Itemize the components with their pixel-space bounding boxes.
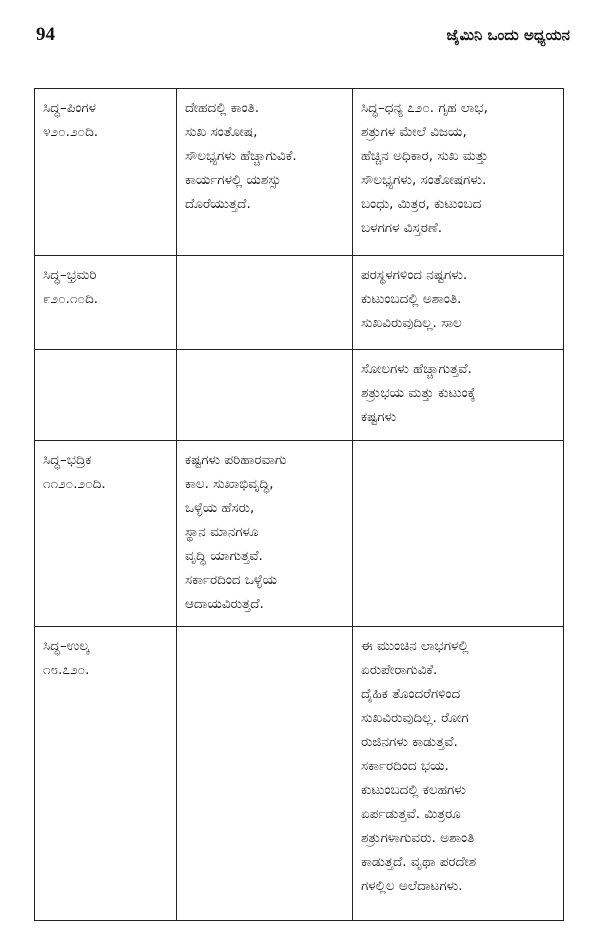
table-body (35, 89, 564, 921)
cell-text-line: ರುಜಿನಗಳು ಕಾಡುತ್ತವೆ. (361, 734, 458, 750)
cell-text-line: ಸುಖವಿರುವುದಿಲ್ಲ. ರೋಗ (361, 710, 469, 726)
effect-cell (177, 256, 353, 350)
table-row (35, 441, 564, 627)
result-cell (353, 89, 564, 256)
effect-cell (177, 441, 353, 627)
page-number: 94 (36, 24, 55, 45)
effect-cell (177, 89, 353, 256)
cell-text-line: ವೃದ್ಧಿ ಯಾಗುತ್ತವೆ. (185, 548, 263, 564)
cell-text-line: ಪರಸ್ಥಳಗಳಿಂದ ನಷ್ಟಗಳು. (361, 267, 468, 283)
cell-text-line: ಆದಾಯವಿರುತ್ತದೆ. (185, 596, 264, 612)
cell-text-line: ಸಿದ್ಧ–ಪಿಂಗಳ (43, 100, 97, 116)
cell-text-line: ಸುಖವಿರುವುದಿಲ್ಲ. ಸಾಲ (361, 315, 462, 331)
cell-text-line: ಬಳಗಗಳ ವಿಸ್ತರಣೆ. (361, 220, 442, 236)
cell-text-line: ಸಿದ್ಧ–ಧನ್ಯ ೭೨೦. ಗೃಹ ಲಾಭ, (361, 100, 488, 116)
result-cell (353, 627, 564, 921)
yoga-name-cell (35, 350, 177, 441)
table-row (35, 350, 564, 441)
yoga-name-cell (35, 89, 177, 256)
cell-text-line: ಸೌಲಭ್ಯಗಳು ಹೆಚ್ಚಾಗುವಿಕೆ. (185, 148, 297, 164)
cell-text-line: ಏರುಪೇರಾಗುವಿಕೆ. (361, 662, 438, 678)
cell-text-line: ಸರ್ಕಾರದಿಂದ ಒಳ್ಳೆಯ (185, 572, 278, 588)
cell-text-line: ೧೮.೭೨೦. (43, 662, 90, 678)
cell-text-line: ಸ್ಥಾನ ಮಾನಗಳೂ (185, 524, 259, 540)
cell-text-line: ಕಾಲ. ಸುಖಾಭಿವೃದ್ಧಿ, (185, 476, 274, 492)
table-row (35, 256, 564, 350)
cell-text-line: ಈ ಮುಂಚಿನ ಲಾಭಗಳಲ್ಲಿ (361, 638, 469, 654)
cell-text-line: ಹೆಚ್ಚಿನ ಅಧಿಕಾರ, ಸುಖ ಮತ್ತು (361, 148, 489, 164)
cell-text-line: ಕುಟುಂಬದಲ್ಲಿ ಕಲಹಗಳು (361, 782, 466, 798)
cell-text-line: ಶತ್ರುಗಳ ಮೇಲೆ ವಿಜಯ, (361, 124, 467, 140)
cell-text-line: ೧೧೨೦.೨೦ದಿ. (43, 476, 106, 492)
cell-text-line: ಕಾರ್ಯಗಳಲ್ಲಿ ಯಶಸ್ಸು (185, 172, 282, 188)
cell-text-line: ಶತ್ರುಭಯ ಮತ್ತು ಕುಟುಂಕ್ಕೆ (361, 385, 476, 401)
cell-text-line: ಕಷ್ಟಗಳು (361, 409, 397, 425)
running-header-title: ಜೈಮಿನಿ ಒಂದು ಅಧ್ಯಯನ (446, 26, 570, 44)
cell-text-line: ಒಳ್ಳೆಯ ಹೆಸರು, (185, 500, 255, 516)
cell-text-line: ದೊರೆಯುತ್ತದೆ. (185, 196, 251, 212)
cell-text-line: ಶತ್ರುಗಳಾಗುವರು. ಅಶಾಂತಿ (361, 830, 475, 846)
table-row (35, 627, 564, 921)
cell-text-line: ದೈಹಿಕ ತೊಂದರೆಗಳಿಂದ (361, 686, 461, 702)
cell-text-line: ೪೨೦.೨೦ದಿ. (43, 124, 99, 140)
effect-cell (177, 350, 353, 441)
cell-text-line: ಸಿದ್ಧ–ಭ್ರಮರಿ (43, 267, 97, 283)
effects-table (34, 88, 564, 921)
result-cell (353, 256, 564, 350)
table-row (35, 89, 564, 256)
effect-cell (177, 627, 353, 921)
cell-text-line: ಕಷ್ಟಗಳು ಪರಿಹಾರವಾಗು (185, 452, 287, 468)
yoga-name-cell (35, 627, 177, 921)
cell-text-line: ದೇಹದಲ್ಲಿ ಕಾಂತಿ. (185, 100, 259, 116)
cell-text-line: ಕುಟುಂಬದಲ್ಲಿ ಅಶಾಂತಿ. (361, 291, 462, 307)
result-cell (353, 350, 564, 441)
yoga-name-cell (35, 441, 177, 627)
cell-text-line: ಸಿದ್ಧ–ಉಲ್ಕ (43, 638, 90, 654)
cell-text-line: ಬಂಧು, ಮಿತ್ರರ, ಕುಟುಂಬದ (361, 196, 482, 212)
cell-text-line: ಸುಖ ಸಂತೋಷ, (185, 124, 258, 140)
cell-text-line: ಕಾಡುತ್ತದೆ. ವೃಥಾ ಪರದೇಶ (361, 854, 477, 870)
cell-text-line: ೯೨೦.೧೦ದಿ. (43, 291, 99, 307)
result-cell (353, 441, 564, 627)
cell-text-line: ಸೋಲಗಳು ಹೆಚ್ಚಾಗುತ್ತವೆ. (361, 361, 472, 377)
yoga-name-cell (35, 256, 177, 350)
cell-text-line: ಗಳಲ್ಲಿಲ ಅಲೆದಾಟಗಳು. (361, 878, 463, 894)
cell-text-line: ಸೌಲಭ್ಯಗಳು, ಸಂತೋಷಗಳು. (361, 172, 487, 188)
cell-text-line: ಸಿದ್ಧ–ಭದ್ರಿಕ (43, 452, 92, 468)
cell-text-line: ಸರ್ಕಾರದಿಂದ ಭಯ. (361, 758, 449, 774)
cell-text-line: ಏರ್ಪಡುತ್ತವೆ. ಮಿತ್ರರೂ (361, 806, 461, 822)
